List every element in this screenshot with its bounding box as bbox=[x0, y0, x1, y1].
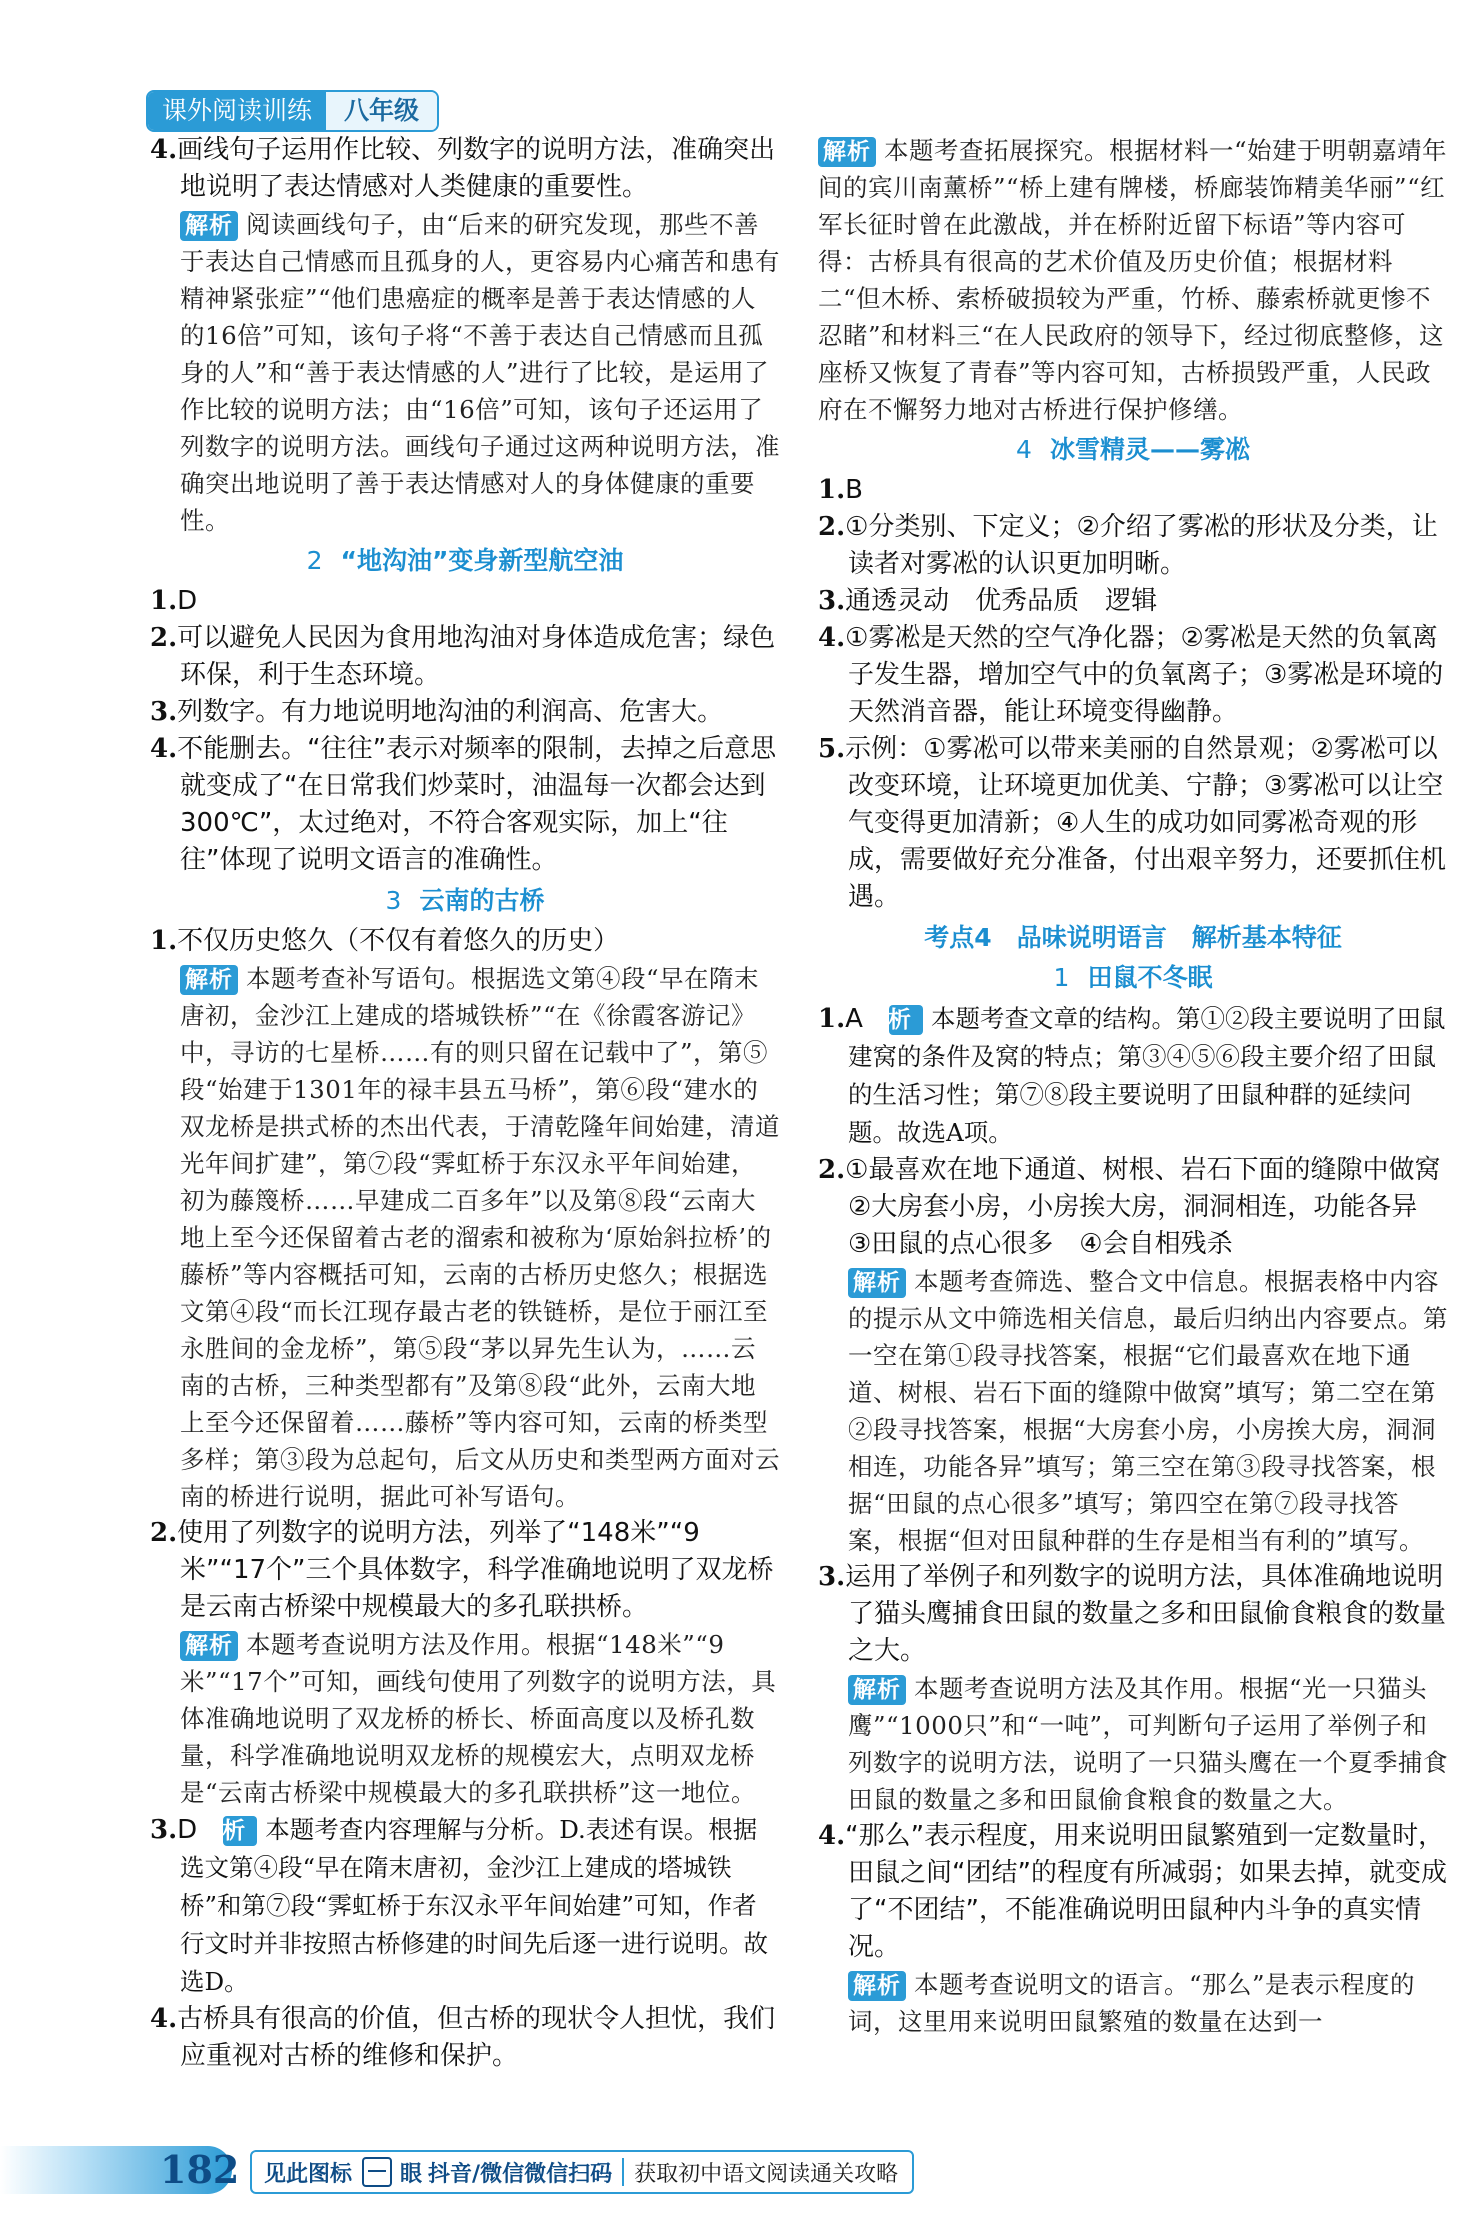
question: 5.示例：①雾凇可以带来美丽的自然景观；②雾凇可以改变环境，让环境更加优美、宁静；③雾凇可以让空气变得更加清新；④人生的成功如同雾凇奇观的形成，需要做好充分准备，付出艰辛努力，还要抓住机遇。 bbox=[818, 734, 1447, 912]
question: 1.不仅历史悠久（不仅有着悠久的历史） bbox=[150, 926, 620, 956]
analysis-tag: 解析 bbox=[818, 137, 876, 167]
section-title: 2 “地沟油”变身新型航空油 bbox=[306, 546, 624, 575]
question: 1.D bbox=[150, 586, 198, 616]
scan-icon bbox=[362, 2157, 392, 2187]
section-title: 4 冰雪精灵——雾凇 bbox=[1016, 435, 1250, 464]
analysis: 解析 本题考查拓展探究。根据材料一“始建于明朝嘉靖年间的宾川南薰桥”“桥上建有牌楼，桥廊装饰精美华丽”“红军长征时曾在此激战，并在桥附近留下标语”等内容可得：古桥具有很高的艺术价值及历史价值；根据材料二“但木桥、索桥破损较为严重，竹桥、藤索桥就更惨不忍睹”和材料三“在人民政府的领导下，经过彻底整修，这座桥又恢复了青春”等内容可知，古桥损毁严重，人民政府在不懈努力地对古桥进行保护修缮。 bbox=[818, 136, 1448, 424]
left-column bbox=[150, 132, 780, 2075]
analysis-tag: 解析 bbox=[848, 1971, 906, 2001]
analysis-tag: 解析 bbox=[848, 1268, 906, 1298]
question: 3.运用了举例子和列数字的说明方法，具体准确地说明了猫头鹰捕食田鼠的数量之多和田鼠偷食粮食的数量之大。 bbox=[818, 1562, 1447, 1666]
series-label: 课外阅读训练 bbox=[148, 92, 326, 130]
section-title: 1 田鼠不冬眠 bbox=[1053, 963, 1213, 992]
question: 4.画线句子运用作比较、列数字的说明方法，准确突出地说明了表达情感对人类健康的重要性。 bbox=[150, 135, 776, 202]
platform-text: 抖音/微信微信扫码 bbox=[428, 2161, 613, 2187]
exam-point-title: 考点4 品味说明语言 解析基本特征 bbox=[924, 923, 1342, 952]
right-column bbox=[818, 132, 1467, 2040]
analysis: 解析 本题考查筛选、整合文中信息。根据表格中内容的提示从文中筛选相关信息，最后归纳出内容要点。第一空在第①段寻找答案，根据“它们最喜欢在地下通道、树根、岩石下面的缝隙中做窝”填写；第二空在第②段寻找答案，根据“大房套小房，小房挨大房，洞洞相连，功能各异”填写；第三空在第③段寻找答案，根据“田鼠的点心很多”填写；第四空在第⑦段寻找答案，根据“但对田鼠种群的生存是相当有利的”填写。 bbox=[848, 1267, 1448, 1555]
page-footer bbox=[0, 2140, 1476, 2200]
analysis-tag: 解析 bbox=[180, 1631, 238, 1661]
promo-banner bbox=[250, 2150, 914, 2194]
analysis-tag: 解析 bbox=[180, 211, 238, 241]
book-header-tag bbox=[146, 90, 439, 132]
question: 1.B bbox=[818, 475, 863, 505]
section-title: 3 云南的古桥 bbox=[385, 886, 545, 915]
analysis: 解析 本题考查补写语句。根据选文第④段“早在隋末唐初，金沙江上建成的塔城铁桥”“在《徐霞客游记》中，寻访的七星桥……有的则只留在记载中了”，第⑤段“始建于1301年的禄丰县五马桥”，第⑥段“建水的双龙桥是拱式桥的杰出代表，于清乾隆年间始建，清道光年间扩建”，第⑦段“霁虹桥于东汉永平年间始建，初为藤篾桥……早建成二百多年”以及第⑧段“云南大地上至今还保留着古老的溜索和被称为‘原始斜拉桥’的藤桥”等内容概括可知，云南的古桥历史悠久；根据选文第④段“而长江现存最古老的铁链桥，是位于丽江至永胜间的金龙桥”，第⑤段“茅以昇先生认为，……云南的古桥，三种类型都有”及第⑧段“此外，云南大地上至今还保留着……藤桥”等内容可知，云南的桥类型多样；第③段为总起句，后文从历史和类型两方面对云南的桥进行说明，据此可补写语句。 bbox=[180, 964, 780, 1511]
analysis: 解析 本题考查说明方法及作用。根据“148米”“9米”“17个”可知，画线句使用了列数字的说明方法，具体准确地说明了双龙桥的桥长、桥面高度以及桥孔数量，科学准确地说明双龙桥的规模宏大，点明双龙桥是“云南古桥梁中规模最大的多孔联拱桥”这一地位。 bbox=[180, 1630, 777, 1807]
question: 2.可以避免人民因为食用地沟油对身体造成危害；绿色环保，利于生态环境。 bbox=[150, 623, 776, 690]
analysis-tag: 解析 bbox=[180, 965, 238, 995]
get-guide-text: 获取初中语文阅读通关攻略 bbox=[634, 2161, 899, 2187]
scan-prompt: 见此图标 bbox=[264, 2161, 353, 2187]
question: 4.①雾凇是天然的空气净化器；②雾凇是天然的负氧离子发生器，增加空气中的负氧离子；③雾凇是环境的天然消音器，能让环境变得幽静。 bbox=[818, 623, 1444, 727]
question: 3.通透灵动 优秀品质 逻辑 bbox=[818, 586, 1158, 616]
page-number: 182 bbox=[160, 2147, 240, 2192]
question: 3.列数字。有力地说明地沟油的利润高、危害大。 bbox=[150, 697, 724, 727]
scan-icon-label: 眼 bbox=[400, 2161, 423, 2187]
analysis-tag: 解析 bbox=[223, 1816, 257, 1846]
analysis-tag: 解析 bbox=[848, 1675, 906, 1705]
question: 3.D 解析 本题考查内容理解与分析。D.表述有误。根据选文第④段“早在隋末唐初，金沙江上建成的塔城铁桥”和第⑦段“霁虹桥于东汉永平年间始建”可知，作者行文时并非按照古桥修建的时间先后逐一进行说明。故选D。 bbox=[150, 1815, 768, 1996]
question: 1.A 解析 本题考查文章的结构。第①②段主要说明了田鼠建窝的条件及窝的特点；第③④⑤⑥段主要介绍了田鼠的生活习性；第⑦⑧段主要说明了田鼠种群的延续问题。故选A项。 bbox=[818, 1004, 1446, 1147]
question: 2.①分类别、下定义；②介绍了雾凇的形状及分类，让读者对雾凇的认识更加明晰。 bbox=[818, 512, 1438, 579]
question: 4.“那么”表示程度，用来说明田鼠繁殖到一定数量时，田鼠之间“团结”的程度有所减弱；如果去掉，就变成了“不团结”，不能准确说明田鼠种内斗争的真实情况。 bbox=[818, 1821, 1447, 1962]
analysis: 解析 本题考查说明文的语言。“那么”是表示程度的词，这里用来说明田鼠繁殖的数量在达到一 bbox=[848, 1970, 1416, 2036]
analysis: 解析 阅读画线句子，由“后来的研究发现，那些不善于表达自己情感而且孤身的人，更容易内心痛苦和患有精神紧张症”“他们患癌症的概率是善于表达情感的人的16倍”可知，该句子将“不善于表达自己情感而且孤身的人”和“善于表达情感的人”进行了比较，是运用了作比较的说明方法；由“16倍”可知，该句子还运用了列数字的说明方法。画线句子通过这两种说明方法，准确突出地说明了善于表达情感对人的身体健康的重要性。 bbox=[180, 210, 780, 535]
grade-label: 八年级 bbox=[326, 92, 437, 130]
analysis: 解析 本题考查说明方法及其作用。根据“光一只猫头鹰”“1000只”和“一吨”，可判断句子运用了举例子和列数字的说明方法，说明了一只猫头鹰在一个夏季捕食田鼠的数量之多和田鼠偷食粮食的数量之大。 bbox=[848, 1674, 1448, 1814]
question: 2.①最喜欢在地下通道、树根、岩石下面的缝隙中做窝 ②大房套小房，小房挨大房，洞洞相连，功能各异 ③田鼠的点心很多 ④会自相残杀 bbox=[818, 1155, 1467, 1259]
question: 4.不能删去。“往往”表示对频率的限制，去掉之后意思就变成了“在日常我们炒菜时，油温每一次都会达到300℃”，太过绝对，不符合客观实际，加上“往往”体现了说明文语言的准确性。 bbox=[150, 734, 777, 875]
footer-divider bbox=[622, 2158, 624, 2186]
question: 4.古桥具有很高的价值，但古桥的现状令人担忧，我们应重视对古桥的维修和保护。 bbox=[150, 2004, 776, 2071]
analysis-tag: 解析 bbox=[889, 1005, 923, 1035]
question: 2.使用了列数字的说明方法，列举了“148米”“9米”“17个”三个具体数字，科学准确地说明了双龙桥是云南古桥梁中规模最大的多孔联拱桥。 bbox=[150, 1518, 774, 1622]
